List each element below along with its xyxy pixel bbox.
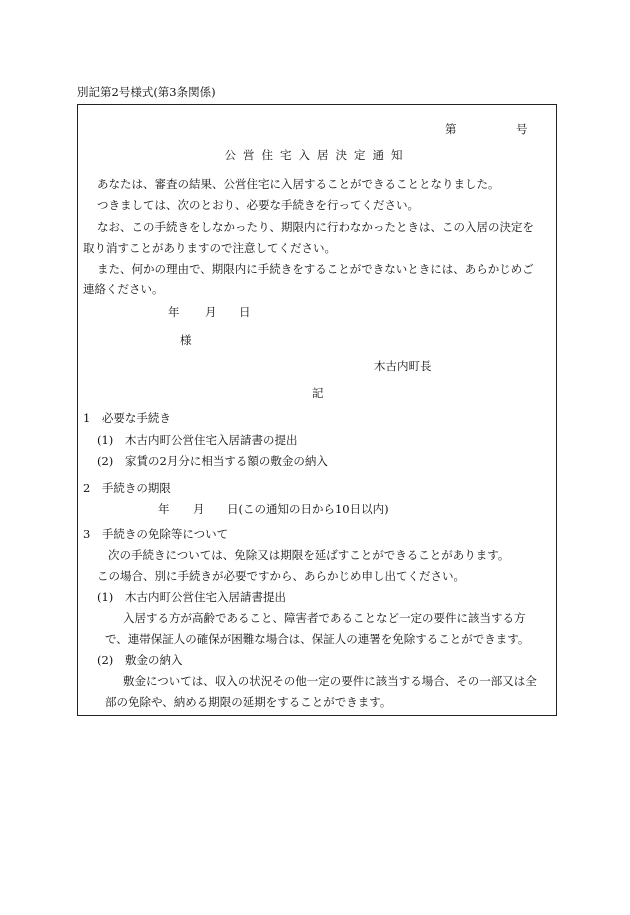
date-day: 日 — [239, 305, 251, 319]
section3-item1-title: 木古内町公営住宅入居請書提出 — [125, 590, 286, 604]
date-year: 年 — [168, 305, 180, 319]
intro-line-1: あなたは、審査の結果、公営住宅に入居することができることとなりました。 — [97, 177, 500, 191]
section1-heading: 1 必要な手続き — [83, 411, 171, 425]
section3-para2: この場合、別に手続きが必要ですから、あらかじめ申し出てください。 — [97, 569, 465, 583]
section3-item1-num: (1) — [97, 590, 114, 604]
section2-heading: 2 手続きの期限 — [83, 481, 171, 495]
intro-line-5: また、何かの理由で、期限内に手続きをすることができないときには、あらかじめご — [97, 262, 534, 276]
intro-line-3: なお、この手続きをしなかったり、期限内に行わなかったときは、この入居の決定を — [97, 220, 534, 234]
section3-item1-line2: で、連帯保証人の確保が困難な場合は、保証人の連署を免除することができます。 — [105, 632, 530, 646]
section1-item1-text: 木古内町公営住宅入居請書の提出 — [125, 433, 298, 447]
section3-item2-title: 敷金の納入 — [125, 653, 183, 667]
section1-item2-num: (2) — [97, 454, 114, 468]
section1-item1-num: (1) — [97, 433, 114, 447]
intro-line-2: つきましては、次のとおり、必要な手続きを行ってください。 — [97, 198, 419, 212]
intro-line-4: 取り消すことがありますので注意してください。 — [83, 241, 336, 255]
notice-frame — [77, 104, 557, 716]
section3-heading: 3 手続きの免除等について — [83, 527, 229, 541]
section3-item2-num: (2) — [97, 653, 114, 667]
deadline-day-note: 日(この通知の日から10日以内) — [227, 502, 389, 516]
addressee-sama: 様 — [180, 333, 192, 347]
deadline-month: 月 — [193, 502, 205, 516]
intro-line-6: 連絡ください。 — [83, 282, 164, 296]
section3-para1: 次の手続きについては、免除又は期限を延ばすことができることがあります。 — [108, 548, 510, 562]
section3-item2-line2: 部の免除や、納める期限の延期をすることができます。 — [105, 695, 392, 709]
section3-item2-line1: 敷金については、収入の状況その他一定の要件に該当する場合、その一部又は全 — [123, 674, 537, 688]
deadline-year: 年 — [158, 502, 170, 516]
form-caption: 別記第2号様式(第3条関係) — [77, 85, 216, 99]
section3-item1-line1: 入居する方が高齢であること、障害者であることなど一定の要件に該当する方 — [123, 611, 526, 625]
sender-name: 木古内町長 — [374, 359, 432, 373]
section1-item2-text: 家賃の2月分に相当する額の敷金の納入 — [125, 454, 328, 468]
page-title: 公営住宅入居決定通知 — [224, 148, 410, 162]
number-label-dai: 第 — [445, 122, 457, 136]
number-label-go: 号 — [516, 122, 528, 136]
ki-heading: 記 — [312, 386, 324, 400]
date-month: 月 — [205, 305, 217, 319]
